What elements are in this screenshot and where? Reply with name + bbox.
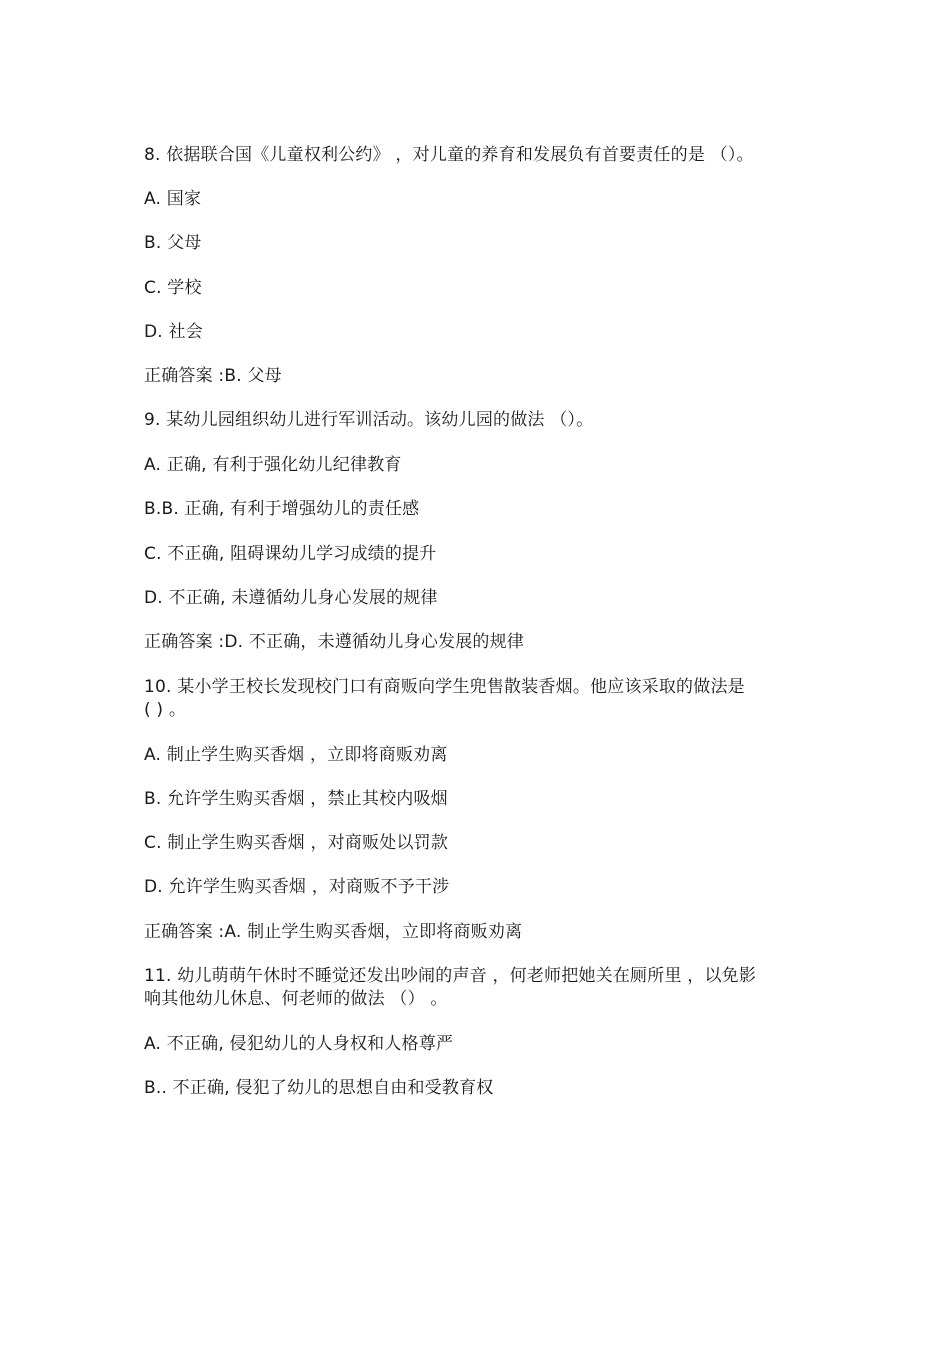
question-9-option-c: C. 不正确, 阻碍课幼儿学习成绩的提升	[144, 544, 437, 564]
question-9-option-a: A. 正确, 有利于强化幼儿纪律教育	[144, 455, 402, 475]
question-9-answer: 正确答案 :D. 不正确，未遵循幼儿身心发展的规律	[144, 632, 525, 652]
question-11-stem-line1: 11. 幼儿萌萌午休时不睡觉还发出吵闹的声音 ，何老师把她关在厕所里 ，以免影	[144, 966, 757, 986]
question-8-option-d: D. 社会	[144, 322, 203, 342]
question-11-stem-line2: 响其他幼儿休息、何老师的做法 （） 。	[144, 989, 448, 1009]
question-10-option-b: B. 允许学生购买香烟 ，禁止其校内吸烟	[144, 789, 448, 809]
question-11-option-a: A. 不正确, 侵犯幼儿的人身权和人格尊严	[144, 1034, 454, 1054]
question-8-option-a: A. 国家	[144, 189, 202, 209]
question-10-option-d: D. 允许学生购买香烟 ，对商贩不予干涉	[144, 877, 450, 897]
question-8-answer: 正确答案 :B. 父母	[144, 366, 282, 386]
question-8-option-c: C. 学校	[144, 278, 202, 298]
question-10-option-a: A. 制止学生购买香烟 ，立即将商贩劝离	[144, 745, 448, 765]
question-10-answer: 正确答案 :A. 制止学生购买香烟，立即将商贩劝离	[144, 922, 523, 942]
question-9-option-b: B.B. 正确, 有利于增强幼儿的责任感	[144, 499, 420, 519]
question-10-stem-line1: 10. 某小学王校长发现校门口有商贩向学生兜售散装香烟。他应该采取的做法是	[144, 677, 745, 697]
question-8-option-b: B. 父母	[144, 233, 202, 253]
question-8-stem: 8. 依据联合国《儿童权利公约》 ，对儿童的养育和发展负有首要责任的是 （）。	[144, 145, 754, 165]
question-10-option-c: C. 制止学生购买香烟 ，对商贩处以罚款	[144, 833, 449, 853]
question-10-stem-line2: ( ) 。	[144, 700, 187, 720]
question-9-stem: 9. 某幼儿园组织幼儿进行军训活动。该幼儿园的做法 （）。	[144, 410, 594, 430]
question-11-option-b: B.. 不正确, 侵犯了幼儿的思想自由和受教育权	[144, 1078, 494, 1098]
question-9-option-d: D. 不正确, 未遵循幼儿身心发展的规律	[144, 588, 438, 608]
